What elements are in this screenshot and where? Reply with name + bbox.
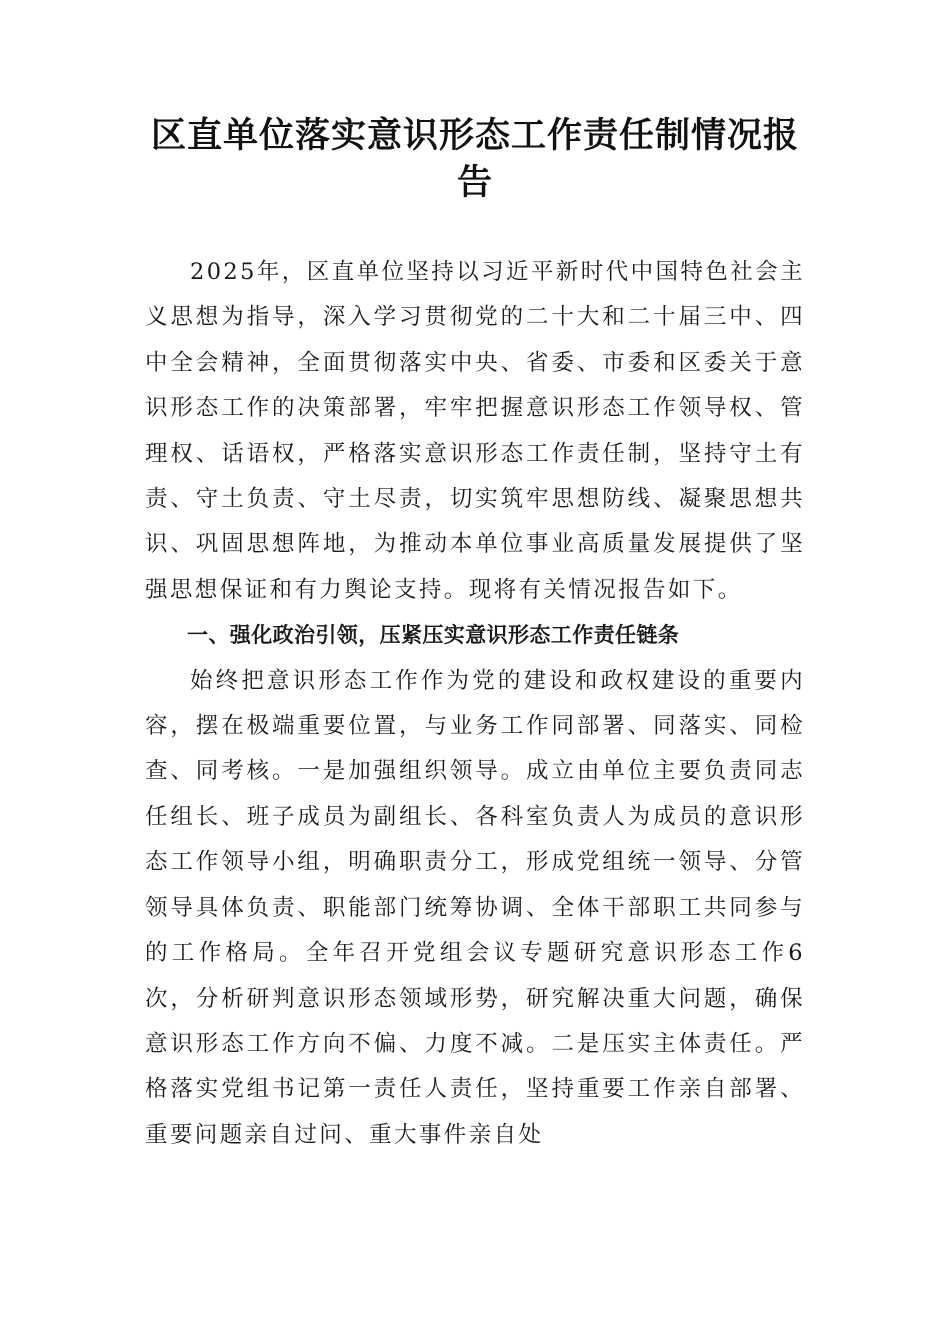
document-body — [145, 250, 805, 1158]
section-heading-1: 一、强化政治引领，压紧压实意识形态工作责任链条 — [187, 623, 680, 648]
document-title: 区直单位落实意识形态工作责任制情况报告 — [150, 115, 799, 203]
intro-paragraph: 2025年，区直单位坚持以习近平新时代中国特色社会主义思想为指导，深入学习贯彻党的二十大和二十届三中、四中全会精神，全面贯彻落实中央、省委、市委和区委关于意识形态工作的决策部署，牢牢把握意识形态工作领导权、管理权、话语权，严格落实意识形态工作责任制，坚持守土有责、守土负责、守土尽责，切实筑牢思想防线、凝聚思想共识、巩固思想阵地，为推动本单位事业高质量发展提供了坚强思想保证和有力舆论支持。现将有关情况报告如下。 — [145, 259, 805, 603]
section-1-paragraph: 始终把意识形态工作作为党的建设和政权建设的重要内容，摆在极端重要位置，与业务工作同部署、同落实、同检查、同考核。一是加强组织领导。成立由单位主要负责同志任组长、班子成员为副组长、各科室负责人为成员的意识形态工作领导小组，明确职责分工，形成党组统一领导、分管领导具体负责、职能部门统筹协调、全体干部职工共同参与的工作格局。全年召开党组会议专题研究意识形态工作6次，分析研判意识形态领域形势，研究解决重大问题，确保意识形态工作方向不偏、力度不减。二是压实主体责任。严格落实党组书记第一责任人责任，坚持重要工作亲自部署、重要问题亲自过问、重大事件亲自处 — [145, 667, 805, 1148]
